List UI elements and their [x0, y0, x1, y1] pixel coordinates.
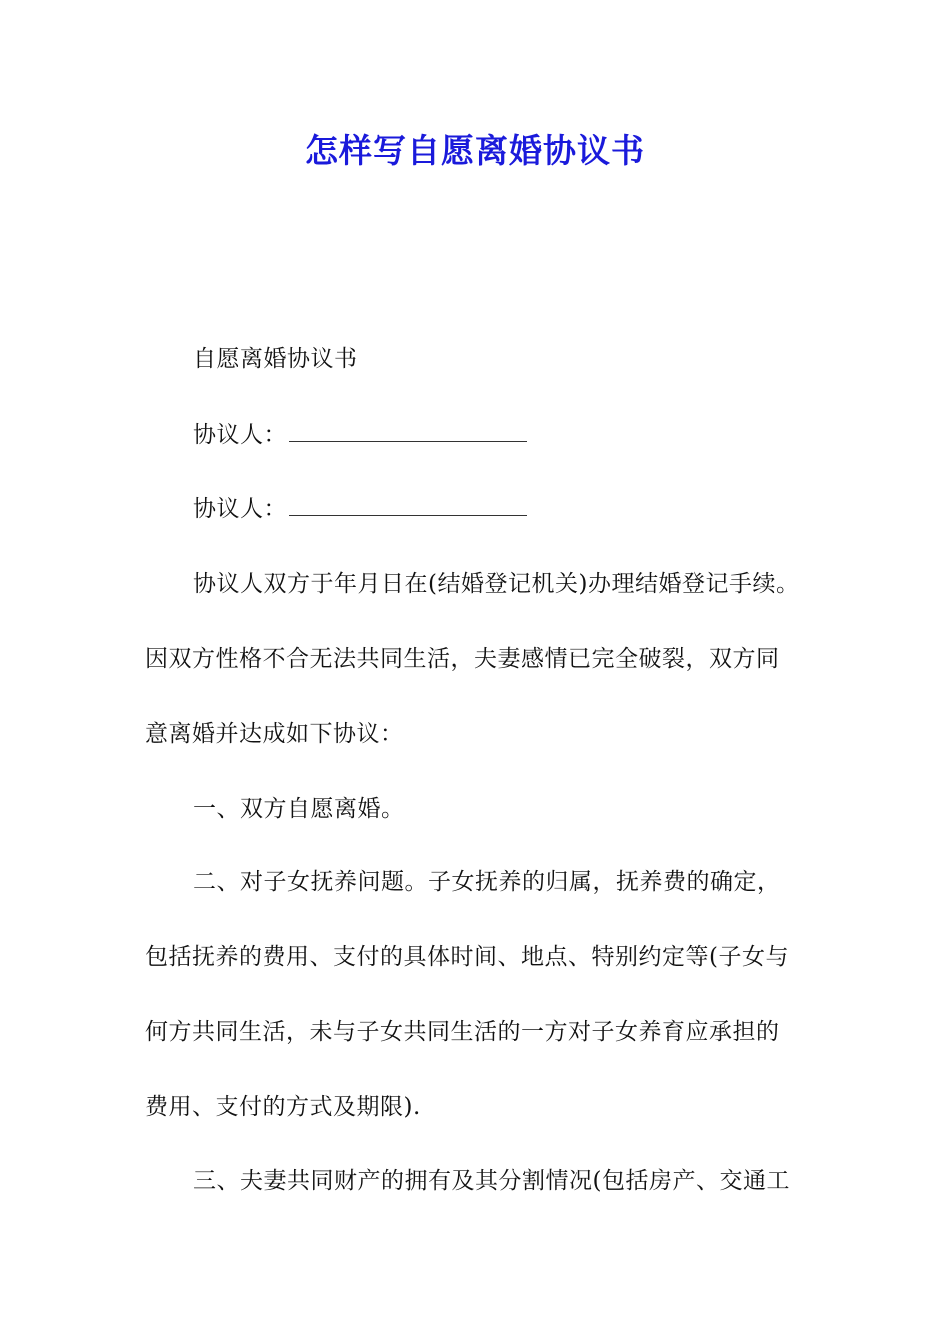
party-line-1 — [193, 419, 527, 451]
intro-line-1: 协议人双方于年月日在(结婚登记机关)办理结婚登记手续。 — [193, 571, 800, 597]
party-blank-2 — [289, 495, 527, 516]
party-line-2 — [193, 493, 527, 525]
clause-1: 一、双方自愿离婚。 — [193, 796, 405, 822]
clause-2-line-2: 包括抚养的费用、支付的具体时间、地点、特别约定等(子女与 — [145, 944, 789, 970]
party-label-2: 协议人： — [193, 496, 287, 522]
agreement-heading: 自愿离婚协议书 — [193, 346, 358, 372]
clause-2-line-3: 何方共同生活，未与子女共同生活的一方对子女养育应承担的 — [145, 1019, 780, 1045]
party-blank-1 — [289, 421, 527, 442]
clause-2-line-1: 二、对子女抚养问题。子女抚养的归属，抚养费的确定， — [193, 869, 781, 895]
party-label-1: 协议人： — [193, 422, 287, 448]
intro-line-2: 因双方性格不合无法共同生活，夫妻感情已完全破裂，双方同 — [145, 646, 780, 672]
intro-line-3: 意离婚并达成如下协议： — [145, 721, 404, 747]
clause-3-line-1: 三、夫妻共同财产的拥有及其分割情况(包括房产、交通工 — [193, 1168, 790, 1194]
clause-2-line-4: 费用、支付的方式及期限). — [145, 1094, 421, 1120]
document-title: 怎样写自愿离婚协议书 — [305, 131, 645, 170]
